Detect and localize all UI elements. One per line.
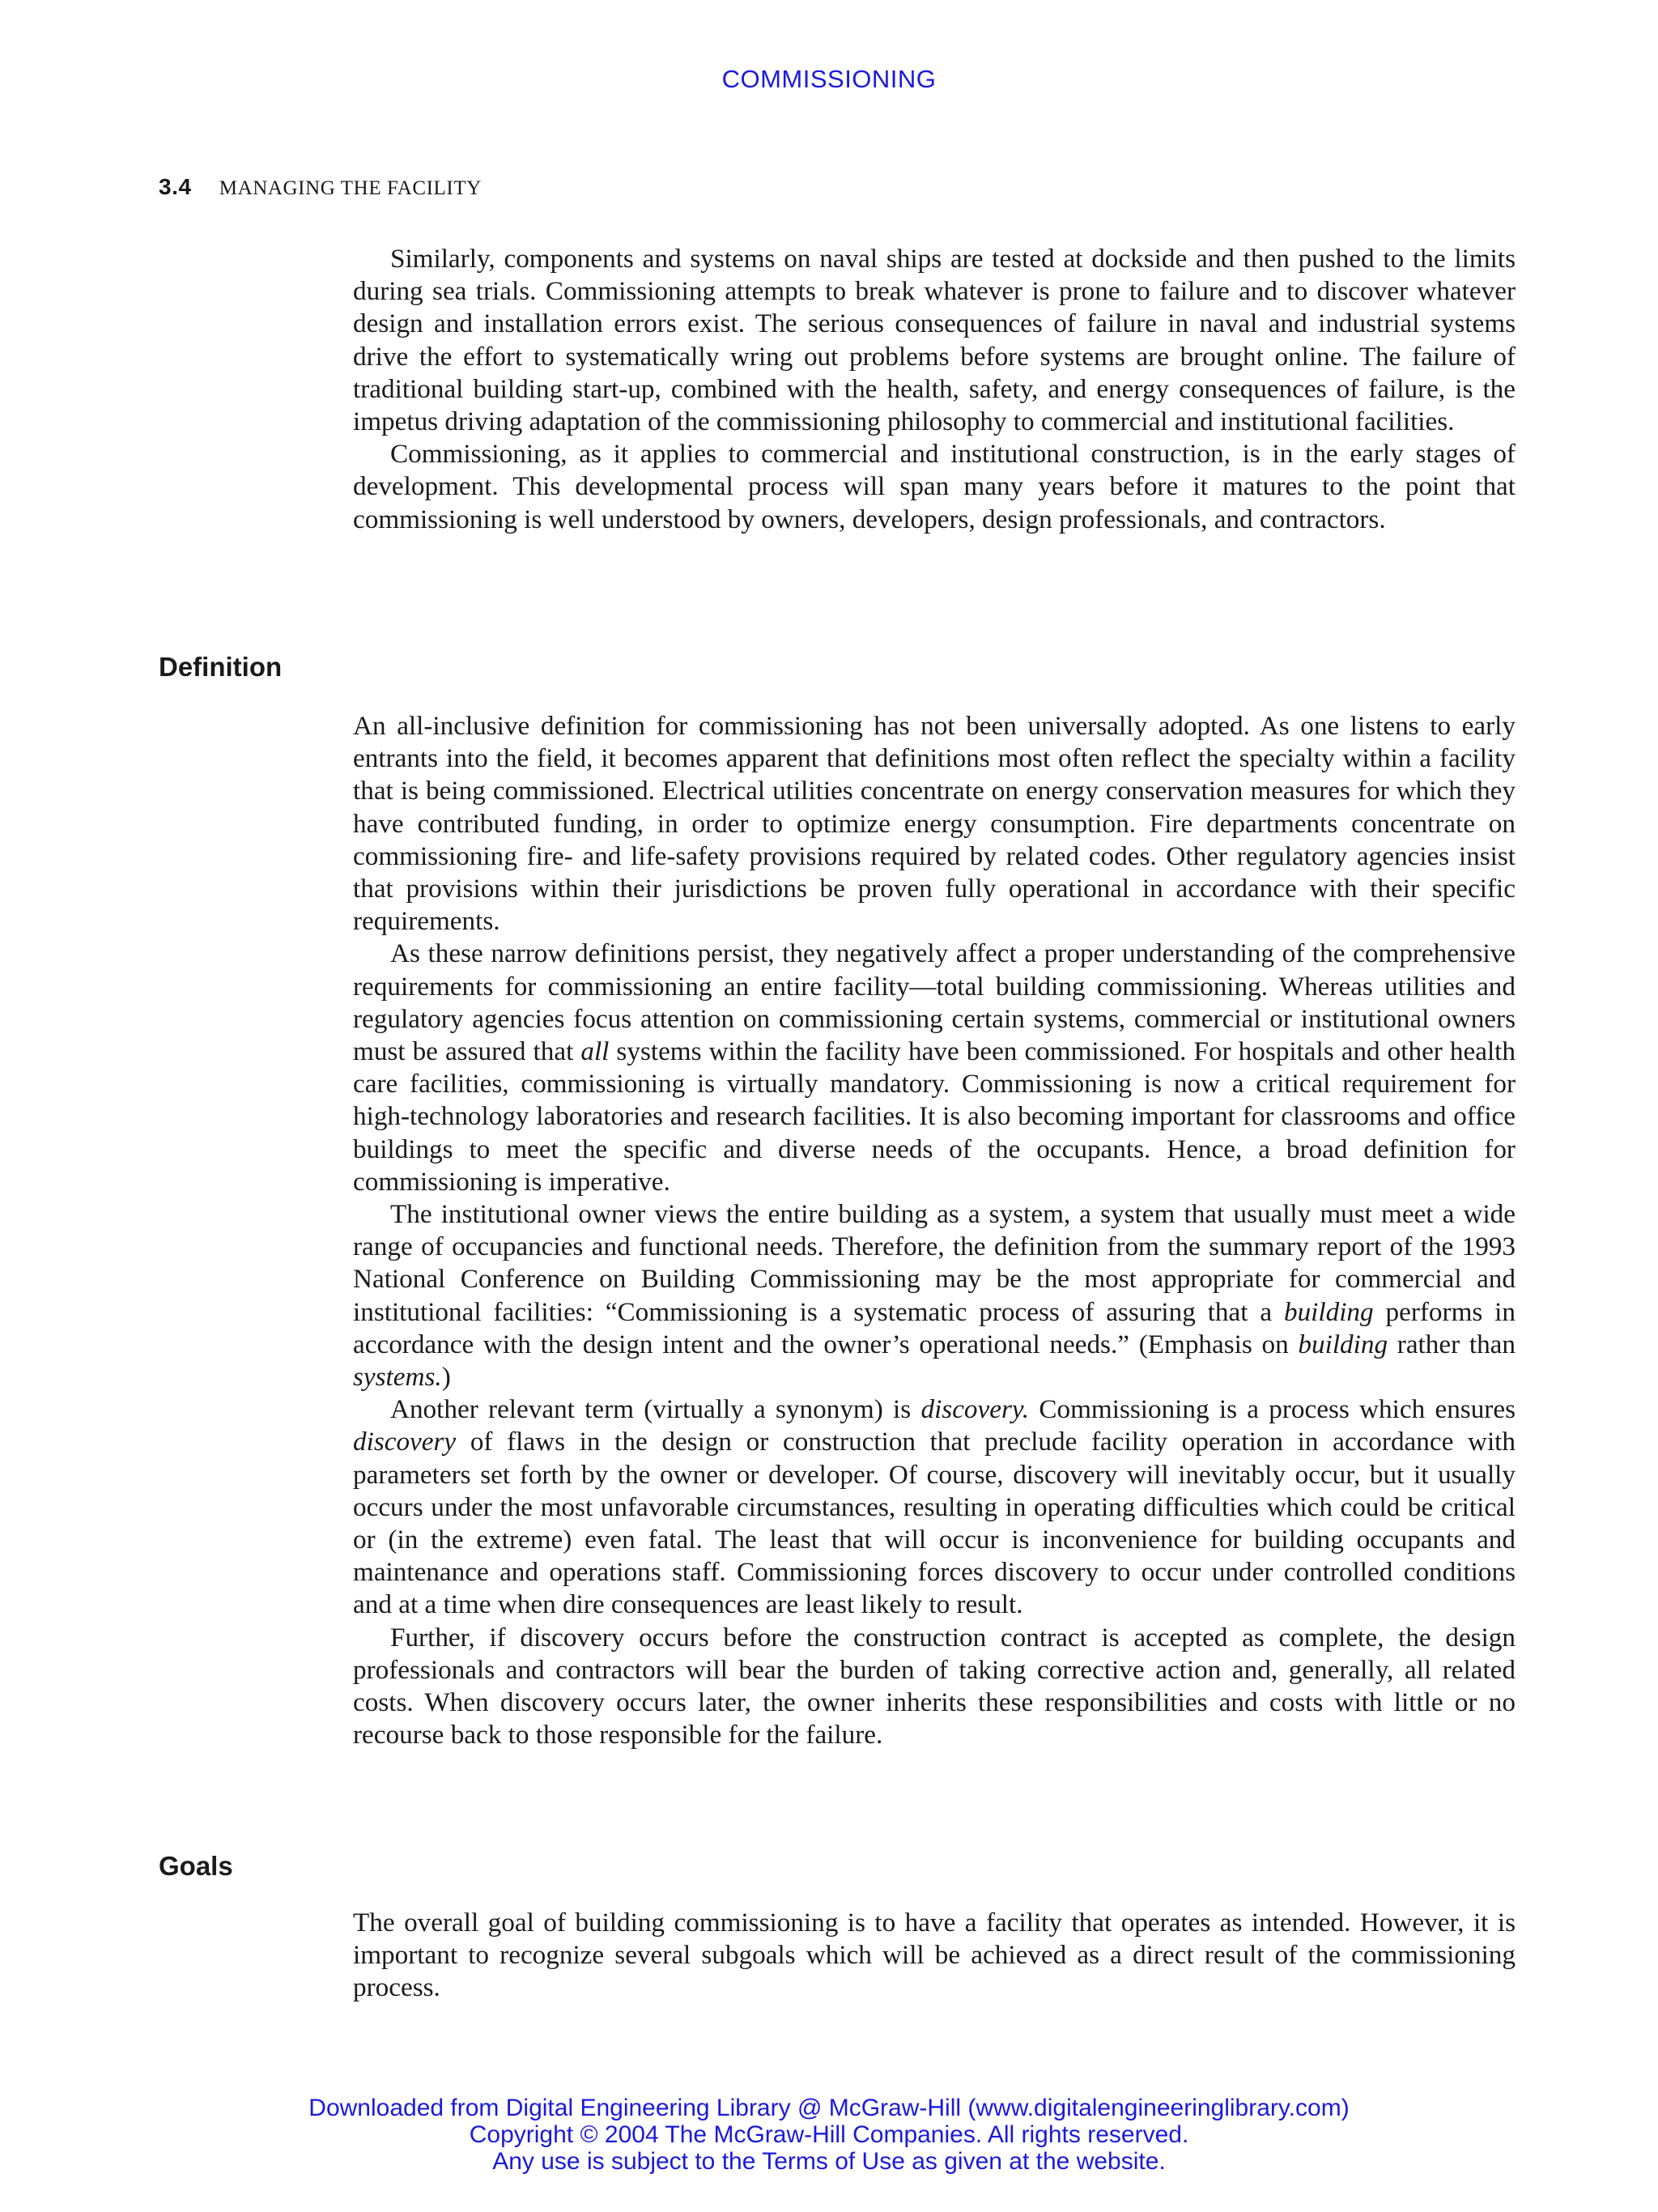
- footer-terms: Any use is subject to the Terms of Use as given at the website.: [492, 2148, 1166, 2175]
- intro-section: [353, 243, 1516, 536]
- definition-heading: Definition: [159, 652, 283, 682]
- definition-paragraph-4: Another relevant term (virtually a synonym) is discovery. Commissioning is a process which ensures discovery of flaws in the design or construction that preclude facility operation in accordance with parameters set forth by the owner or developer. Of course, discovery will inevitably occur, but it usually occurs under the most unfavorable circumstances, resulting in operating difficulties which could be critical or (in the extreme) even fatal. The least that will occur is inconvenience for building occupants and maintenance and operations staff. Commissioning forces discovery to occur under controlled conditions and at a time when dire consequences are least likely to result.: [353, 1394, 1516, 1620]
- page-number: 3.4: [159, 174, 192, 199]
- definition-paragraph-3: The institutional owner views the entire building as a system, a system that usually must meet a wide range of occupancies and functional needs. Therefore, the definition from the summary report of the 1993 National Conference on Building Commissioning may be the most appropriate for commercial and institutional facilities: “Commissioning is a systematic process of assuring that a building performs in accordance with the design intent and the owner’s operational needs.” (Emphasis on building rather than systems.): [353, 1199, 1516, 1393]
- footer-download-link[interactable]: Downloaded from Digital Engineering Library @ McGraw-Hill (www.digitalengineeringlibrary.com): [308, 2095, 1350, 2121]
- running-head: [159, 174, 482, 200]
- definition-paragraph-2: As these narrow definitions persist, they negatively affect a proper understanding of the comprehensive requirements for commissioning an entire facility—total building commissioning. Whereas utilities and regulatory agencies focus attention on commissioning certain systems, commercial or institutional owners must be assured that all systems within the facility have been commissioned. For hospitals and other health care facilities, commissioning is virtually mandatory. Commissioning is now a critical requirement for high-technology laboratories and research facilities. It is also becoming important for classrooms and office buildings to meet the specific and diverse needs of the occupants. Hence, a broad definition for commissioning is imperative.: [353, 938, 1516, 1197]
- definition-section: [353, 710, 1516, 1752]
- footer-copyright: Copyright © 2004 The McGraw-Hill Companies. All rights reserved.: [469, 2121, 1189, 2148]
- intro-paragraph-2: Commissioning, as it applies to commercial and institutional construction, is in the early stages of development. This developmental process will span many years before it matures to the point that commissioning is well understood by owners, developers, design professionals, and contractors.: [353, 439, 1516, 534]
- goals-heading: Goals: [159, 1851, 233, 1881]
- goals-paragraph-1: The overall goal of building commissioning is to have a facility that operates as intended. However, it is important to recognize several subgoals which will be achieved as a direct result of the commissioning process.: [353, 1908, 1516, 2003]
- running-head-title: MANAGING THE FACILITY: [219, 177, 482, 199]
- footer-notice: [0, 2095, 1658, 2175]
- intro-paragraph-1: Similarly, components and systems on naval ships are tested at dockside and then pushed to the limits during sea trials. Commissioning attempts to break whatever is prone to failure and to discover whatever design and installation errors exist. The serious consequences of failure in naval and industrial systems drive the effort to systematically wring out problems before systems are brought online. The failure of traditional building start-up, combined with the health, safety, and energy consequences of failure, is the impetus driving adaptation of the commissioning philosophy to commercial and institutional facilities.: [353, 244, 1516, 437]
- definition-paragraph-1: An all-inclusive definition for commissioning has not been universally adopted. As one listens to early entrants into the field, it becomes apparent that definitions most often reflect the specialty within a facility that is being commissioned. Electrical utilities concentrate on energy conservation measures for which they have contributed funding, in order to optimize energy consumption. Fire departments concentrate on commissioning fire- and life-safety provisions required by related codes. Other regulatory agencies insist that provisions within their jurisdictions be proven fully operational in accordance with their specific requirements.: [353, 711, 1516, 937]
- goals-section: [353, 1907, 1516, 2005]
- chapter-title-link[interactable]: COMMISSIONING: [721, 65, 937, 93]
- definition-paragraph-5: Further, if discovery occurs before the construction contract is accepted as complete, the design professionals and contractors will bear the burden of taking corrective action and, generally, all related costs. When discovery occurs later, the owner inherits these responsibilities and costs with little or no recourse back to those responsible for the failure.: [353, 1622, 1516, 1750]
